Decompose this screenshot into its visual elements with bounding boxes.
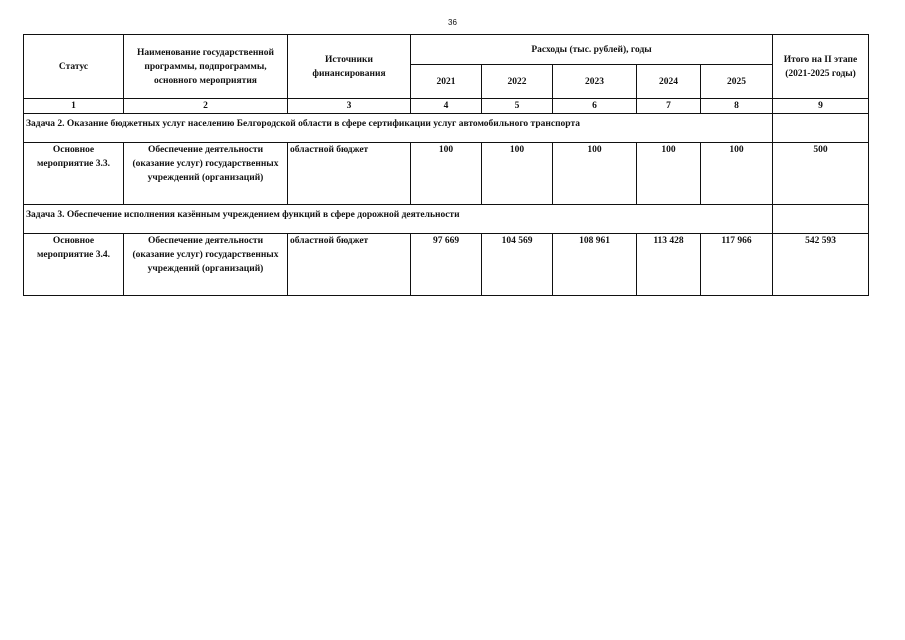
column-number: 5: [482, 99, 553, 114]
task-row: [24, 114, 869, 143]
header-status: Статус: [24, 35, 124, 99]
task-total-cell: [773, 114, 869, 143]
table-row: [24, 143, 869, 205]
header-expenses: Расходы (тыс. рублей), годы: [411, 35, 773, 65]
column-number: 6: [553, 99, 637, 114]
task-row: [24, 205, 869, 234]
header-year: 2024: [637, 65, 701, 99]
table-row: [24, 234, 869, 296]
budget-table: [23, 34, 869, 296]
row-source: областной бюджет: [288, 234, 411, 296]
task-title: Задача 3. Обеспечение исполнения казённым учреждением функций в сфере дорожной деятельности: [24, 205, 773, 234]
header-sources: Источники финансирования: [288, 35, 411, 99]
row-value: 100: [701, 143, 773, 205]
column-number: 4: [411, 99, 482, 114]
header-year: 2022: [482, 65, 553, 99]
row-value: 100: [411, 143, 482, 205]
row-value: 100: [553, 143, 637, 205]
column-number: 1: [24, 99, 124, 114]
row-name: Обеспечение деятельности (оказание услуг) государственных учреждений (организаций): [124, 234, 288, 296]
row-value: 117 966: [701, 234, 773, 296]
row-name: Обеспечение деятельности (оказание услуг) государственных учреждений (организаций): [124, 143, 288, 205]
row-value: 97 669: [411, 234, 482, 296]
column-number: 9: [773, 99, 869, 114]
column-number: 2: [124, 99, 288, 114]
column-number: 3: [288, 99, 411, 114]
row-source: областной бюджет: [288, 143, 411, 205]
row-value: 104 569: [482, 234, 553, 296]
row-value: 113 428: [637, 234, 701, 296]
column-number: 7: [637, 99, 701, 114]
row-status: Основное мероприятие 3.4.: [24, 234, 124, 296]
header-year: 2025: [701, 65, 773, 99]
row-value: 100: [482, 143, 553, 205]
header-name: Наименование государственной программы, подпрограммы, основного мероприятия: [124, 35, 288, 99]
page-number: 36: [448, 18, 457, 27]
header-year: 2023: [553, 65, 637, 99]
task-total-cell: [773, 205, 869, 234]
column-number: 8: [701, 99, 773, 114]
row-total: 542 593: [773, 234, 869, 296]
row-value: 108 961: [553, 234, 637, 296]
row-status: Основное мероприятие 3.3.: [24, 143, 124, 205]
header-total: Итого на II этапе (2021-2025 годы): [773, 35, 869, 99]
header-year: 2021: [411, 65, 482, 99]
row-value: 100: [637, 143, 701, 205]
task-title: Задача 2. Оказание бюджетных услуг населению Белгородской области в сфере сертификации услуг автомобильного транспорта: [24, 114, 773, 143]
row-total: 500: [773, 143, 869, 205]
